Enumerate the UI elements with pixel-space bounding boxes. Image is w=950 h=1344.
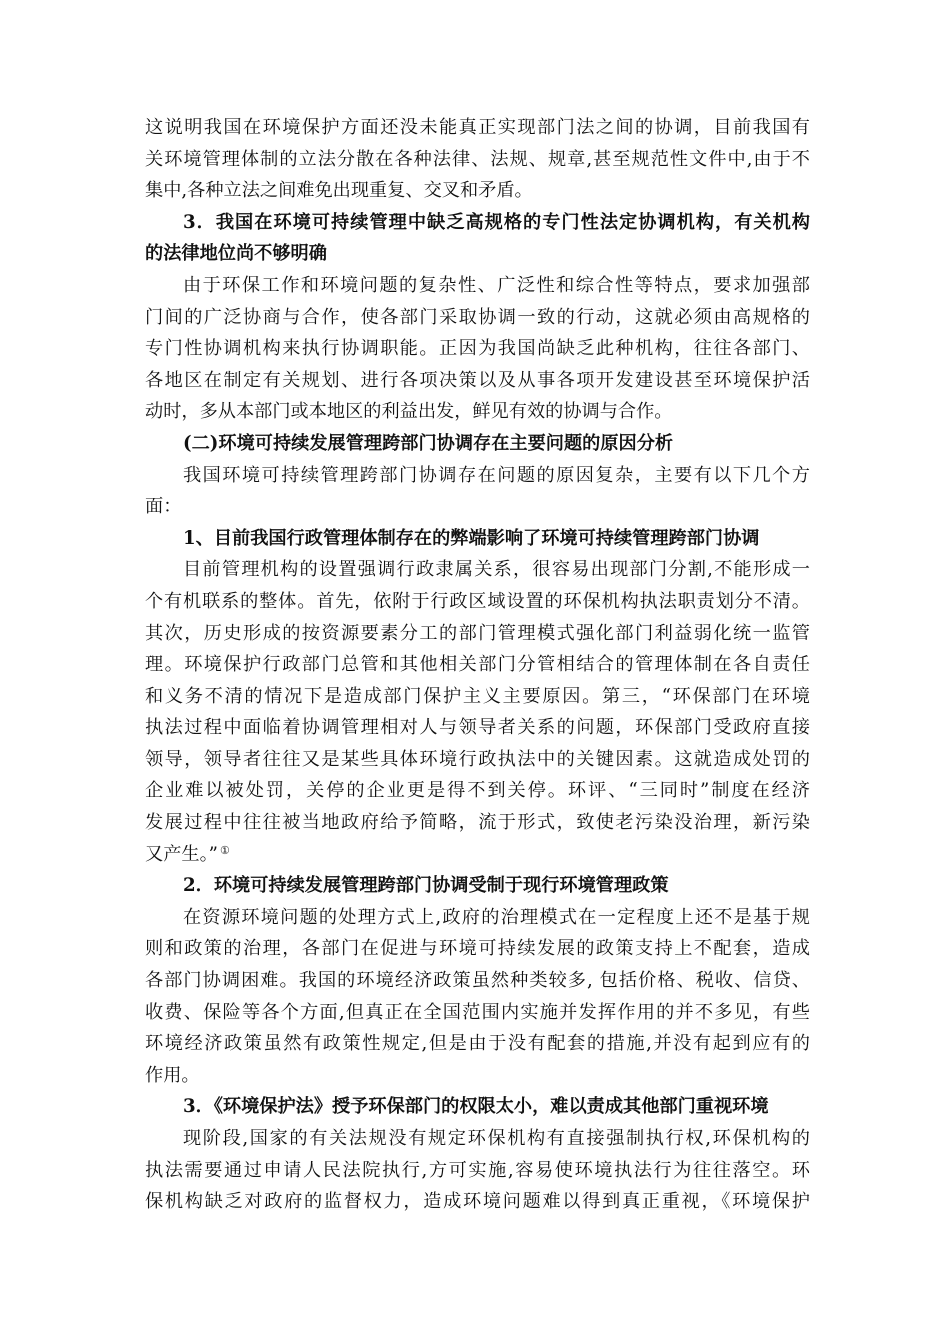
line-text: 收费、保险等各个方面,但真正在全国范围内实施并发挥作用的并不多见，有些 [145,1001,810,1023]
section-heading-line [145,207,810,239]
paragraph-line [145,807,810,839]
body-text [145,112,810,1218]
paragraph-line [145,997,810,1029]
paragraph-line [145,365,810,397]
paragraph-line [145,491,810,523]
line-text: 1、目前我国行政管理体制存在的弊端影响了环境可持续管理跨部门协调 [183,527,760,549]
line-text: 2．环境可持续发展管理跨部门协调受制于现行环境管理政策 [183,875,669,897]
line-text: 集中,各种立法之间难免出现重复、交叉和矛盾。 [145,180,533,202]
paragraph-line [145,302,810,334]
line-text: 环境经济政策虽然有政策性规定,但是由于没有配套的措施,并没有起到应有的 [145,1033,810,1055]
paragraph-line [145,839,810,871]
line-text: 3．我国在环境可持续管理中缺乏高规格的专门性法定协调机构，有关机构 [183,211,810,233]
paragraph-line [145,744,810,776]
line-text: 在资源环境问题的处理方式上,政府的治理模式在一定程度上还不是基于规 [183,906,810,928]
paragraph-line [145,1155,810,1187]
section-heading-line [145,523,810,555]
line-text: 门间的广泛协商与合作，使各部门采取协调一致的行动，这就必须由高规格的 [145,306,810,328]
line-text: 我国环境可持续管理跨部门协调存在问题的原因复杂，主要有以下几个方 [183,464,810,486]
paragraph-line [145,270,810,302]
line-text: 执法需要通过申请人民法院执行,方可实施,容易使环境执法行为往往落空。环 [145,1159,810,1181]
paragraph-line [145,775,810,807]
paragraph-line [145,712,810,744]
line-text: 3．《环境保护法》授予环保部门的权限太小，难以责成其他部门重视环境 [183,1096,769,1118]
line-text: 由于环保工作和环境问题的复杂性、广泛性和综合性等特点，要求加强部 [183,274,810,296]
paragraph-line [145,112,810,144]
line-text: 现阶段,国家的有关法规没有规定环保机构有直接强制执行权,环保机构的 [183,1128,810,1149]
paragraph-line [145,618,810,650]
line-text: 保机构缺乏对政府的监督权力，造成环境问题难以得到真正重视，《环境保护 [145,1191,810,1213]
line-text: 关环境管理体制的立法分散在各种法律、法规、规章,甚至规范性文件中,由于不 [145,148,810,170]
line-text: (二)环境可持续发展管理跨部门协调存在主要问题的原因分析 [183,432,674,454]
paragraph-line [145,681,810,713]
line-text: 发展过程中往往被当地政府给予简略，流于形式，致使老污染没治理，新污染 [145,812,810,834]
section-heading-line [145,1091,810,1123]
line-text: 又产生。” [145,843,218,865]
paragraph-line [145,933,810,965]
section-heading-line [145,428,810,460]
paragraph-line [145,333,810,365]
line-text: 作用。 [145,1064,200,1086]
line-text: 的法律地位尚不够明确 [145,243,327,265]
paragraph-line [145,396,810,428]
line-text: 目前管理机构的设置强调行政隶属关系，很容易出现部门分割,不能形成一 [183,559,810,581]
line-text: 则和政策的治理，各部门在促进与环境可持续发展的政策支持上不配套，造成 [145,938,810,960]
line-text: 企业难以被处罚，关停的企业更是得不到关停。环评、“三同时”制度在经济 [145,780,810,802]
paragraph-line [145,586,810,618]
paragraph-line [145,460,810,492]
line-text: 各部门协调困难。我国的环境经济政策虽然种类较多, 包括价格、税收、信贷、 [145,970,810,992]
line-text: 这说明我国在环境保护方面还没未能真正实现部门法之间的协调，目前我国有 [145,117,810,138]
footnote-marker: ① [219,843,230,857]
paragraph-line [145,554,810,586]
line-text: 各地区在制定有关规划、进行各项决策以及从事各项开发建设甚至环境保护活 [145,369,810,391]
paragraph-line [145,965,810,997]
paragraph-line [145,1060,810,1092]
line-text: 专门性协调机构来执行协调职能。正因为我国尚缺乏此种机构，往往各部门、 [145,338,810,360]
line-text: 执法过程中面临着协调管理相对人与领导者关系的问题，环保部门受政府直接 [145,717,810,739]
paragraph-line [145,1123,810,1155]
paragraph-line [145,175,810,207]
paragraph-line [145,1186,810,1218]
line-text: 理。环境保护行政部门总管和其他相关部门分管相结合的管理体制在各自责任 [145,654,810,676]
section-heading-line [145,870,810,902]
line-text: 面： [145,496,182,518]
line-text: 个有机联系的整体。首先，依附于行政区域设置的环保机构执法职责划分不清。 [145,590,810,612]
line-text: 动时，多从本部门或本地区的利益出发，鲜见有效的协调与合作。 [145,401,673,423]
line-text: 其次，历史形成的按资源要素分工的部门管理模式强化部门利益弱化统一监管 [145,622,810,644]
line-text: 和义务不清的情况下是造成部门保护主义主要原因。第三，“环保部门在环境 [145,685,810,707]
paragraph-line [145,902,810,934]
paragraph-line [145,144,810,176]
paragraph-line [145,1028,810,1060]
paragraph-line [145,649,810,681]
section-heading-line [145,238,810,270]
line-text: 领导，领导者往往又是某些具体环境行政执法中的关键因素。这就造成处罚的 [145,748,810,770]
